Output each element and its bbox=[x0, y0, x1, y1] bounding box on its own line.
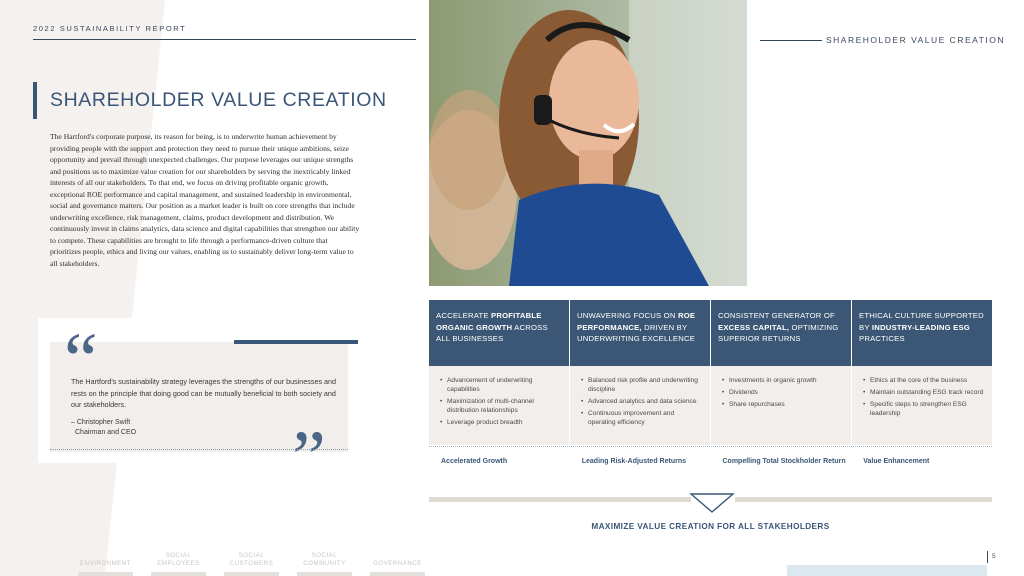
quote-author: – Christopher Swift bbox=[71, 419, 131, 426]
pillar-header-text: DRIVEN BY UNDERWRITING EXCELLENCE bbox=[577, 322, 696, 344]
pillar-header-bold: INDUSTRY-LEADING ESG bbox=[871, 322, 970, 332]
employee-photo bbox=[429, 0, 747, 286]
maximize-value-label: MAXIMIZE VALUE CREATION FOR ALL STAKEHOLDERS bbox=[591, 522, 830, 531]
page-number: 5 bbox=[992, 553, 996, 560]
nav-tab-community[interactable] bbox=[297, 550, 352, 576]
quote-text: The Hartford's sustainability strategy leverages the strengths of our businesses and rests on the principle that doing good can be mutually beneficial to both society and our stakeholders. bbox=[71, 377, 337, 409]
nav-tab-bar bbox=[151, 572, 206, 576]
pillar-header-text: UNWAVERING FOCUS ON bbox=[577, 311, 678, 320]
pillar-outcome: Compelling Total Stockholder Return bbox=[722, 458, 846, 465]
pillar-header-bold: ROE PERFORMANCE, bbox=[577, 311, 696, 332]
pillar-bullet-list bbox=[429, 366, 570, 445]
photo-illustration bbox=[429, 0, 747, 286]
nav-tab-bar bbox=[297, 572, 352, 576]
report-label: 2022 SUSTAINABILITY REPORT bbox=[33, 24, 187, 33]
nav-tab-line1: SOCIAL bbox=[165, 553, 192, 559]
down-triangle-icon bbox=[689, 493, 735, 513]
nav-tab-employees[interactable] bbox=[151, 550, 206, 576]
nav-tab-line1: SOCIAL bbox=[238, 553, 265, 559]
list-item: • Dividends bbox=[722, 388, 843, 397]
quote-divider bbox=[50, 449, 348, 450]
pillar-outcome: Leading Risk-Adjusted Returns bbox=[581, 458, 686, 465]
quote-accent-bar bbox=[234, 340, 358, 344]
section-nav bbox=[78, 550, 425, 576]
pillar-header-text: ACCELERATE bbox=[436, 311, 492, 320]
pillar-outcome: Accelerated Growth bbox=[441, 458, 508, 465]
pillar-bullet-list bbox=[570, 366, 711, 445]
page-number-rule bbox=[987, 551, 988, 563]
title-accent-bar bbox=[33, 82, 37, 119]
pillar-header-text: ACROSS ALL BUSINESSES bbox=[436, 322, 548, 344]
corner-accent-block bbox=[787, 565, 987, 576]
pillar-bullet-list bbox=[711, 366, 852, 445]
pillar-header-text: PRACTICES bbox=[859, 334, 905, 344]
list-item: • Maintain outstanding ESG track record bbox=[863, 388, 984, 397]
funnel-line-right bbox=[735, 497, 992, 502]
pillar-header bbox=[429, 300, 570, 366]
pillar-header-bold: EXCESS CAPITAL, bbox=[718, 322, 790, 332]
pillar-header-text: ETHICAL CULTURE SUPPORTED BY bbox=[859, 311, 984, 332]
close-quote-icon: ” bbox=[292, 416, 326, 500]
nav-tab-bar bbox=[370, 572, 425, 576]
funnel-line-left bbox=[429, 497, 691, 502]
section-label: SHAREHOLDER VALUE CREATION bbox=[826, 35, 1005, 45]
list-item: • Investments in organic growth bbox=[722, 376, 843, 385]
page-title: SHAREHOLDER VALUE CREATION bbox=[50, 89, 387, 111]
nav-tab-line2: EMPLOYEES bbox=[157, 561, 200, 567]
pillar-header-text: OPTIMIZING SUPERIOR RETURNS bbox=[718, 322, 839, 344]
nav-tab-line1: SOCIAL bbox=[311, 553, 338, 559]
nav-tab-customers[interactable] bbox=[224, 550, 279, 576]
nav-tab-bar bbox=[78, 572, 133, 576]
pillar-header bbox=[852, 300, 992, 366]
pillar-headers bbox=[429, 300, 992, 366]
pillar-bullet-list bbox=[852, 366, 992, 445]
quote-author-role: Chairman and CEO bbox=[75, 429, 137, 436]
pillar-header bbox=[711, 300, 852, 366]
pillar-header-text: CONSISTENT GENERATOR OF bbox=[718, 311, 835, 320]
pillar-outcomes bbox=[429, 446, 992, 476]
list-item: • Advancement of underwriting capabilities bbox=[440, 376, 561, 395]
section-label-rule bbox=[760, 40, 822, 41]
open-quote-icon: “ bbox=[64, 318, 98, 402]
pillar-bullets bbox=[429, 366, 992, 445]
pillar-header-bold: PROFITABLE ORGANIC GROWTH bbox=[436, 311, 542, 332]
list-item: • Share repurchases bbox=[722, 400, 843, 409]
list-item: • Maximization of multi-channel distribution relationships bbox=[440, 397, 561, 416]
header-rule bbox=[33, 39, 416, 40]
pillar-header bbox=[570, 300, 711, 366]
nav-tab-governance[interactable] bbox=[370, 550, 425, 576]
nav-tab-environment[interactable] bbox=[78, 550, 133, 576]
ceo-quote-box bbox=[38, 318, 360, 500]
body-paragraph: The Hartford's corporate purpose, its reason for being, is to underwrite human achievement by providing people with the support and protection they need to pursue their unique ambitions, seize opportunity and prevail through unexpected challenges. Our purpose leverages our unique strengths and positions us to maximize value creation for our shareholders by serving the inextricably linked interests of all our stakeholders. To that end, we focus on driving profitable organic growth, exceptional ROE performance and capital management, and sustained leadership in environmental, social and governance matters. Our position as a market leader is built on core strengths that include underwriting excellence, risk management, claims, product development and distribution. We continuously invest in claims analytics, data science and digital capabilities that strengthen our ability to compete. These capabilities are brought to life through a performance-driven culture that prioritizes people, ethics and living our values, enabling us to sustainably deliver long-term value to all stakeholders. bbox=[50, 132, 360, 268]
list-item: • Advanced analytics and data science bbox=[581, 397, 702, 406]
nav-tab-line2: CUSTOMERS bbox=[229, 561, 274, 567]
pillar-outcome: Value Enhancement bbox=[863, 458, 930, 465]
list-item: • Leverage product breadth bbox=[440, 418, 561, 427]
list-item: • Ethics at the core of the business bbox=[863, 376, 984, 385]
nav-tab-line2: COMMUNITY bbox=[303, 561, 346, 567]
nav-tab-line2: GOVERNANCE bbox=[373, 561, 422, 567]
nav-tab-bar bbox=[224, 572, 279, 576]
nav-tab-line2: ENVIRONMENT bbox=[80, 561, 131, 567]
list-item: • Balanced risk profile and underwriting discipline bbox=[581, 376, 702, 395]
list-item: • Specific steps to strengthen ESG leadership bbox=[863, 400, 984, 419]
list-item: • Continuous improvement and operating efficiency bbox=[581, 409, 702, 428]
